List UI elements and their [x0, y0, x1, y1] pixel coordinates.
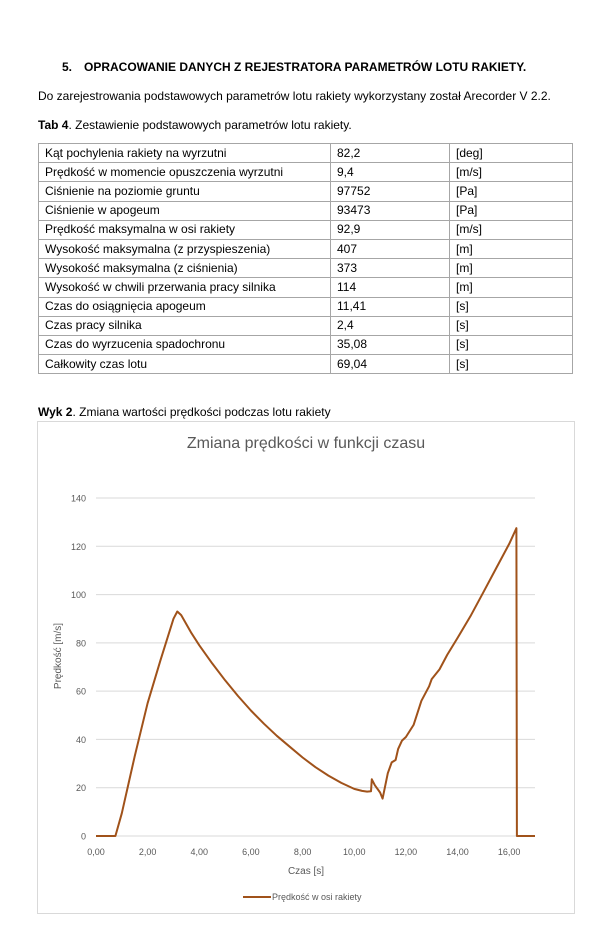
parameter-name-cell: Czas do osiągnięcia apogeum	[39, 297, 331, 316]
y-tick-label: 100	[70, 590, 86, 601]
x-tick-label: 16,00	[497, 847, 521, 857]
x-tick-label: 10,00	[342, 847, 366, 857]
y-tick-label: 0	[80, 831, 86, 842]
parameter-name-cell: Prędkość w momencie opuszczenia wyrzutni	[39, 163, 331, 182]
table-caption-label: Tab 4	[38, 118, 69, 132]
x-tick-label: 6,00	[242, 847, 260, 857]
x-tick-label: 4,00	[190, 847, 209, 857]
parameter-value-cell: 9,4	[331, 163, 450, 182]
y-tick-label: 20	[75, 783, 86, 794]
parameter-unit-cell: [s]	[450, 355, 573, 374]
x-tick-label: 12,00	[394, 847, 418, 857]
y-axis-label: Prędkość [m/s]	[53, 622, 64, 690]
parameter-name-cell: Ciśnienie na poziomie gruntu	[39, 182, 331, 201]
parameter-unit-cell: [m/s]	[450, 220, 573, 239]
parameter-unit-cell: [m]	[450, 259, 573, 278]
parameter-name-cell: Całkowity czas lotu	[39, 355, 331, 374]
x-tick-label: 0,00	[87, 847, 105, 857]
x-axis-label: Czas [s]	[287, 866, 325, 877]
chart-caption-text: . Zmiana wartości prędkości podczas lotu rakiety	[72, 405, 331, 419]
parameter-name-cell: Wysokość w chwili przerwania pracy silnika	[39, 278, 331, 297]
y-tick-label: 40	[75, 734, 86, 745]
parameter-value-cell: 373	[331, 259, 450, 278]
parameter-value-cell: 82,2	[331, 144, 450, 163]
parameter-name-cell: Wysokość maksymalna (z przyspieszenia)	[39, 239, 331, 258]
intro-paragraph: Do zarejestrowania podstawowych parametrów lotu rakiety wykorzystany został Arecorder V 2.2.	[38, 89, 551, 103]
parameter-name-cell: Czas do wyrzucenia spadochronu	[39, 335, 331, 354]
parameter-unit-cell: [m/s]	[450, 163, 573, 182]
parameter-value-cell: 93473	[331, 201, 450, 220]
parameter-value-cell: 2,4	[331, 316, 450, 335]
table-caption-text: . Zestawienie podstawowych parametrów lotu rakiety.	[68, 118, 352, 132]
parameter-unit-cell: [Pa]	[450, 182, 573, 201]
x-tick-label: 8,00	[293, 847, 312, 857]
series-line	[96, 528, 535, 836]
y-tick-label: 60	[75, 686, 86, 697]
parameter-unit-cell: [deg]	[450, 144, 573, 163]
y-tick-label: 140	[70, 493, 86, 504]
chart-title: Zmiana prędkości w funkcji czasu	[186, 435, 426, 452]
parameter-value-cell: 114	[331, 278, 450, 297]
x-tick-label: 14,00	[446, 847, 469, 857]
chart-caption-label: Wyk 2	[38, 405, 73, 419]
parameter-unit-cell: [s]	[450, 297, 573, 316]
parameter-name-cell: Czas pracy silnika	[39, 316, 331, 335]
section-title: OPRACOWANIE DANYCH Z REJESTRATORA PARAMETRÓW LOTU RAKIETY.	[84, 60, 527, 74]
parameter-name-cell: Ciśnienie w apogeum	[39, 201, 331, 220]
section-number: 5.	[62, 60, 73, 74]
parameter-value-cell: 11,41	[331, 297, 450, 316]
parameter-name-cell: Wysokość maksymalna (z ciśnienia)	[39, 259, 331, 278]
parameter-unit-cell: [m]	[450, 239, 573, 258]
x-tick-label: 2,00	[138, 847, 157, 857]
parameter-value-cell: 407	[331, 239, 450, 258]
parameter-value-cell: 97752	[331, 182, 450, 201]
legend-label: Prędkość w osi rakiety	[272, 892, 362, 902]
parameter-value-cell: 92,9	[331, 220, 450, 239]
parameter-unit-cell: [m]	[450, 278, 573, 297]
parameter-name-cell: Kąt pochylenia rakiety na wyrzutni	[39, 144, 331, 163]
y-tick-label: 120	[70, 541, 86, 552]
parameter-name-cell: Prędkość maksymalna w osi rakiety	[39, 220, 331, 239]
parameter-value-cell: 69,04	[331, 355, 450, 374]
parameter-unit-cell: [s]	[450, 335, 573, 354]
parameter-unit-cell: [s]	[450, 316, 573, 335]
parameter-value-cell: 35,08	[331, 335, 450, 354]
parameter-unit-cell: [Pa]	[450, 201, 573, 220]
y-tick-label: 80	[75, 638, 86, 649]
